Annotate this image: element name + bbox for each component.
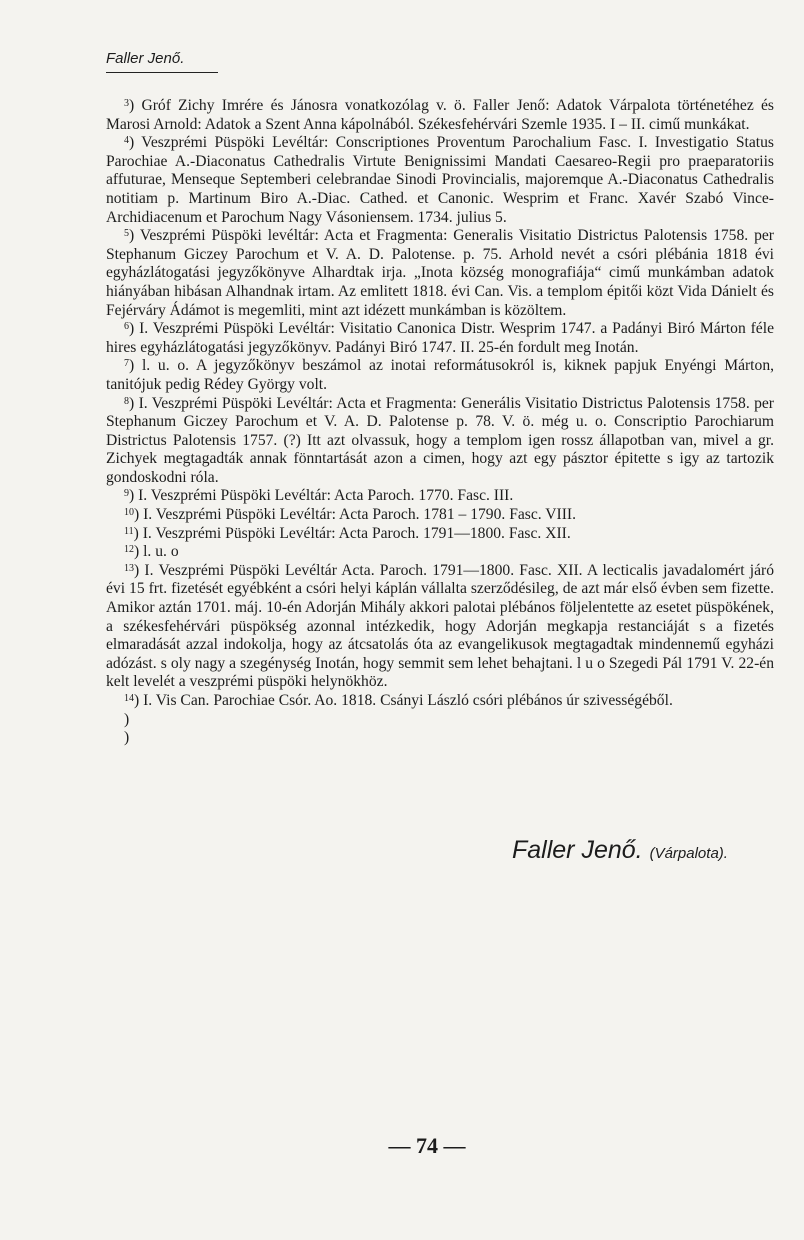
footnote-text: Gróf Zichy Imrére és Jánosra vonatkozólag v. ö. Faller Jenő: Adatok Várpalota történetéhez és Marosi Arnold: Adatok a Szent Anna kápolnából. Székesfehérvári Szemle 1935. I – II. cimű munkákat. <box>106 97 774 133</box>
footnote-number: 12 <box>124 544 134 556</box>
author-signature <box>512 836 728 865</box>
footnote: $^{13}$) I. Veszprémi Püspöki Levéltár Acta. Paroch. 1791—1800. Fasc. XII. A lecticalis javadalomért járó évi 15 frt. fizetését egyébként a csóri helyi káplán vállalta szerződésileg, de azt már első évben sem fizette. Amikor aztán 1701. máj. 10-én Adorján Mihály akkori palotai plébános följelentette az esetet püspökének, a székesfehérvári püspökség azonnal intézkedik, hogy Adorján megkapja restanciáját s a fizetés elmaradását azzal indokolja, hogy az átcsatolás óta az evangelikusok megtagadtak mindennemű egyházi adózást. s oly nagy a szegénység Inotán, hogy semmit sem lehet behajtani. l u o Szegedi Pál 1791 V. 22-én kelt levelét a veszprémi püspöki helynökhöz. <box>106 561 775 691</box>
footnote-text: I. Veszprémi Püspöki Levéltár Acta. Paroch. 1791—1800. Fasc. XII. A lecticalis javadalomért járó évi 15 frt. fizetését egyébként a csóri helyi káplán vállalta szerződésileg, de azt már első évben sem fizette. Amikor aztán 1701. máj. 10-én Adorján Mihály akkori palotai plébános följelentette az esetet püspökének, a székesfehérvári püspökség azonnal intézkedik, hogy Adorján megkapja restanciáját s a fizetés elmaradását azzal indokolja, hogy az átcsatolás óta az evangelikusok megtagadtak mindennemű egyházi adózást. s oly nagy a szegénység Inotán, hogy semmit sem lehet behajtani. l u o Szegedi Pál 1791 V. 22-én kelt levelét a veszprémi püspöki helynökhöz. <box>106 561 775 691</box>
footnote: $^4$) Veszprémi Püspöki Levéltár: Conscriptiones Proventum Parochalium Fasc. I. Investigatio Status Parochiae A.-Diaconatus Cathedralis Virtute Benignissimi Mandati Caesareo-Regii pro praeparatoriis affuturae, Menseque Septemberi celebrandae Sinodi Provincialis, majoremque A.-Diaconatus Cathedralis notitiam p. Martinum Biro A.-Diac. Cathed. et Canonic. Wesprim et Franc. Xavér Szabó Vince-Archidiacenum et Parochum Nagy Vásoniensem. 1734. julius 5. <box>106 134 775 226</box>
footnote-number: 5 <box>124 228 129 240</box>
footnote-number: 11 <box>124 525 134 537</box>
footnote-text: I. Veszprémi Püspöki Levéltár: Acta et Fragmenta: Generális Visitatio Districtus Palotensis 1758. per Stephanum Giczey Parochum et V. A. D. Palotense p. 78. V. ö. még u. o. Conscriptio Parochiarum Districtus Palotensis 1757. (?) Itt azt olvassuk, hogy a templom igen rossz állapotban van, mivel a gr. Zichyek megtagadták annak fönntartását azon a cimen, hogy azt egy pásztor épitette s igy az tartozik gondoskodni róla. <box>106 394 774 486</box>
page-number: — 74 — <box>388 1133 466 1158</box>
footnote-number: 3 <box>124 98 129 109</box>
footnote-number: 14 <box>124 693 134 704</box>
footnote-text: I. Vis Can. Parochiae Csór. Ao. 1818. Csányi László csóri plébános úr szivességéből. <box>143 692 673 709</box>
footnote-number: 7 <box>124 358 129 370</box>
header-rule <box>106 72 218 73</box>
running-head: Faller Jenő. <box>106 50 185 67</box>
footnote: $^6$) I. Veszprémi Püspöki Levéltár: Visitatio Canonica Distr. Wesprim 1747. a Padányi Biró Márton féle hires egyházlátogatási jegyzőkönyv. Padányi Biró 1747. II. 25-én fordult meg Inotán. <box>106 320 774 356</box>
footnote-number: 9 <box>124 488 129 500</box>
footnote: $^9$) I. Veszprémi Püspöki Levéltár: Acta Paroch. 1770. Fasc. III. <box>124 487 514 505</box>
footnote: $^{10}$) I. Veszprémi Püspöki Levéltár: Acta Paroch. 1781 – 1790. Fasc. VIII. <box>124 506 577 524</box>
footnote-text: Veszprémi Püspöki Levéltár: Conscriptiones Proventum Parochalium Fasc. I. Investigatio Status Parochiae A.-Diaconatus Cathedralis Virtute Benignissimi Mandati Caesareo-Regii pro praeparatoriis affuturae, Menseque Septemberi celebrandae Sinodi Provincialis, majoremque A.-Diaconatus Cathedralis notitiam p. Martinum Biro A.-Diac. Cathed. et Canonic. Wesprim et Franc. Xavér Szabó Vince-Archidiacenum et Parochum Nagy Vásoniensem. 1734. julius 5. <box>106 134 775 226</box>
footnote: ) <box>124 710 130 728</box>
footnote-text: I. Veszprémi Püspöki Levéltár: Acta Paroch. 1770. Fasc. III. <box>138 487 514 505</box>
author-name: Faller Jenő. <box>512 836 643 864</box>
author-place: (Várpalota). <box>649 845 728 862</box>
footnote: $^5$) Veszprémi Püspöki levéltár: Acta et Fragmenta: Generalis Visitatio Districtus Palotensis 1758. per Stephanum Giczey Parochum et V. A. D. Palotense. p. 75. Arhold nevét a csóri plébánia 1818 évi egyházlátogatási jegyzőkönyve Alhardtak irja. „Inota község monografiája“ cimű munkámban adatok hiányában hibásan Alhandnak irtam. Az emlitett 1818. évi Can. Vis. a templom épitői közt Vida Dánielt és Fejérváry Ádámot is megemliti, mint azt idézett munkámban is közöltem. <box>106 227 774 319</box>
footnote-number: 10 <box>124 507 134 519</box>
footnote-number: 13 <box>124 562 134 574</box>
footnote-number: 6 <box>124 321 129 333</box>
footnote: $^{11}$) I. Veszprémi Püspöki Levéltár: Acta Paroch. 1791—1800. Fasc. XII. <box>124 524 571 542</box>
footnote-text: I. Veszprémi Püspöki Levéltár: Visitatio Canonica Distr. Wesprim 1747. a Padányi Biró Márton féle hires egyházlátogatási jegyzőkönyv. Padányi Biró 1747. II. 25-én fordult meg Inotán. <box>106 320 774 356</box>
footnote-number: 4 <box>124 135 129 147</box>
footnote-text: Veszprémi Püspöki levéltár: Acta et Fragmenta: Generalis Visitatio Districtus Palotensis 1758. per Stephanum Giczey Parochum et V. A. D. Palotense. p. 75. Arhold nevét a csóri plébánia 1818 évi egyházlátogatási jegyzőkönyve Alhardtak irja. „Inota község monografiája“ cimű munkámban adatok hiányában hibásan Alhandnak irtam. Az emlitett 1818. évi Can. Vis. a templom épitői közt Vida Dánielt és Fejérváry Ádámot is megemliti, mint azt idézett munkámban is közöltem. <box>106 227 774 319</box>
footnote: $^{14}$) I. Vis Can. Parochiae Csór. Ao. 1818. Csányi László csóri plébános úr szivességéből. <box>124 692 673 709</box>
footnote: ) <box>124 729 130 747</box>
footnote: $^8$) I. Veszprémi Püspöki Levéltár: Acta et Fragmenta: Generális Visitatio Districtus Palotensis 1758. per Stephanum Giczey Parochum et V. A. D. Palotense p. 78. V. ö. még u. o. Conscriptio Parochiarum Districtus Palotensis 1757. (?) Itt azt olvassuk, hogy a templom igen rossz állapotban van, mivel a gr. Zichyek megtagadták annak fönntartását azon a cimen, hogy azt egy pásztor épitette s igy az tartozik gondoskodni róla. <box>106 394 774 486</box>
footnote: $^3$) Gróf Zichy Imrére és Jánosra vonatkozólag v. ö. Faller Jenő: Adatok Várpalota történetéhez és Marosi Arnold: Adatok a Szent Anna kápolnából. Székesfehérvári Szemle 1935. I – II. cimű munkákat. <box>106 97 774 133</box>
footnotes <box>106 97 774 748</box>
footnote-text: l. u. o. A jegyzőkönyv beszámol az inotai reformátusokról is, kiknek papjuk Enyéngi Márton, tanitójuk pedig Rédey György volt. <box>106 357 775 393</box>
footnote: $^7$) l. u. o. A jegyzőkönyv beszámol az inotai reformátusokról is, kiknek papjuk Enyéngi Márton, tanitójuk pedig Rédey György volt. <box>106 357 775 393</box>
footnote-text: I. Veszprémi Püspöki Levéltár: Acta Paroch. 1791—1800. Fasc. XII. <box>142 524 571 542</box>
footnote: $^{12}$) l. u. o <box>124 543 179 561</box>
footnote-text: I. Veszprémi Püspöki Levéltár: Acta Paroch. 1781 – 1790. Fasc. VIII. <box>143 506 577 524</box>
footnote-number: 8 <box>124 395 129 407</box>
footnote-text: l. u. o <box>143 543 179 561</box>
